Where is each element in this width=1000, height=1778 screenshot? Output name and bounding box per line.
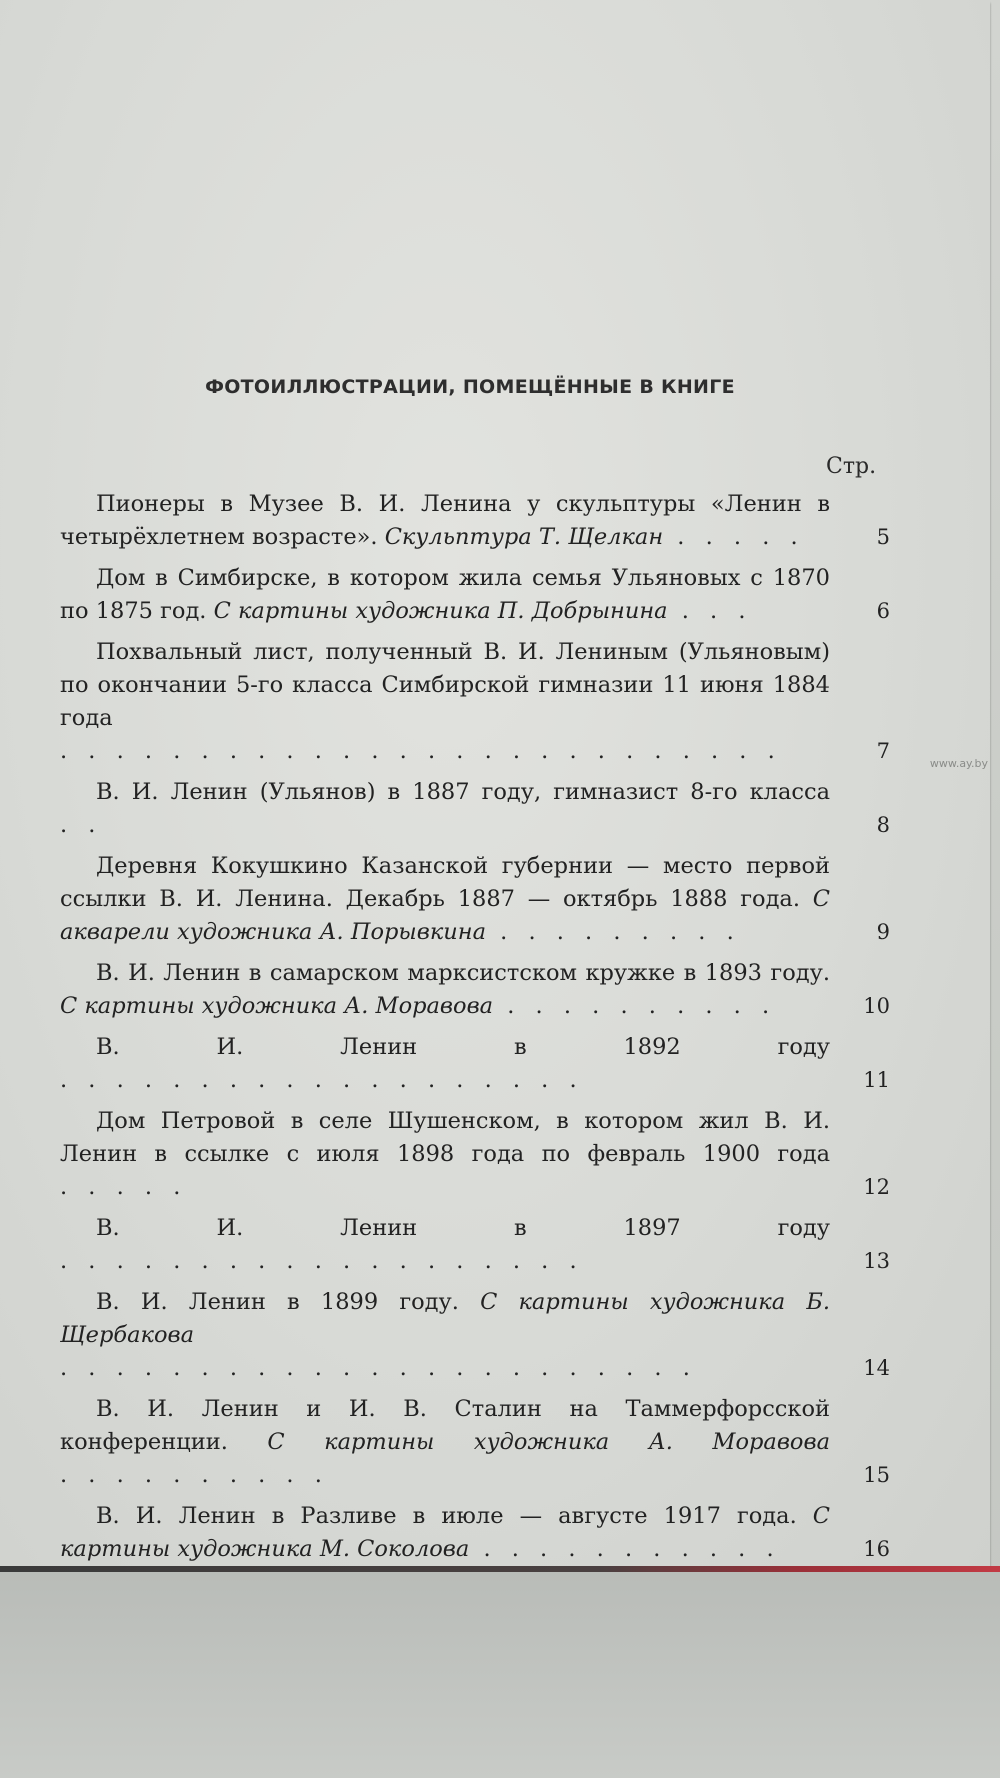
entry-description: Дом Петровой в селе Шушенском, в котором жил В. И. Ленин в ссылке с июля 1898 года по февраль 1900 года bbox=[60, 1108, 830, 1167]
entry-credit: С картины художника М. Соколова bbox=[60, 1503, 830, 1562]
list-item bbox=[60, 1500, 890, 1566]
list-item bbox=[60, 957, 890, 1023]
entry-description: Дом в Симбирске, в котором жила семья Ульяновых с 1870 по 1875 год. bbox=[60, 565, 830, 624]
table-surface bbox=[0, 1572, 1000, 1778]
entry-page-number: 9 bbox=[876, 920, 890, 944]
dot-leader: . . . . . . . . . . . . . . . . . . . . . . . . . . bbox=[60, 738, 782, 764]
dot-leader: . . . . . . . . . . . . . . . . . . . . . . . bbox=[60, 1355, 697, 1381]
entry-page-number: 6 bbox=[876, 599, 890, 623]
dot-leader: . . . . . . . . . bbox=[485, 919, 741, 945]
list-item bbox=[60, 1393, 890, 1492]
entry-page-number: 7 bbox=[876, 739, 890, 763]
entry-description: В. И. Ленин в 1892 году bbox=[96, 1034, 830, 1060]
entry-description: В. И. Ленин (Ульянов) в 1887 году, гимназист 8-го класса bbox=[96, 779, 830, 805]
dot-leader: . . . . . bbox=[60, 1174, 188, 1200]
entry-page-number: 15 bbox=[863, 1463, 890, 1487]
entry-description: В. И. Ленин в 1897 году bbox=[96, 1215, 830, 1241]
dot-leader: . . . . . . . . . . bbox=[60, 1462, 329, 1488]
entry-page-number: 13 bbox=[863, 1249, 890, 1273]
dot-leader: . . . . . . . . . . bbox=[493, 993, 777, 1019]
page-title: ФОТОИЛЛЮСТРАЦИИ, ПОМЕЩЁННЫЕ В КНИГЕ bbox=[205, 376, 735, 398]
list-item bbox=[60, 776, 890, 842]
entry-credit: С акварели художника А. Порывкина bbox=[60, 886, 830, 945]
entry-page-number: 16 bbox=[863, 1537, 890, 1561]
entry-description: Пионеры в Музее В. И. Ленина у скульптуры «Ленин в четырёхлетнем возрасте». bbox=[60, 491, 830, 550]
list-item bbox=[60, 1286, 890, 1385]
list-item bbox=[60, 636, 890, 768]
dot-leader: . . . . . . . . . . . . . . . . . . . bbox=[60, 1067, 584, 1093]
entry-credit: С картины художника А. Моравова bbox=[60, 993, 494, 1019]
dot-leader: . . . . . bbox=[663, 524, 805, 550]
illustration-list bbox=[60, 488, 890, 1574]
list-item bbox=[60, 488, 890, 554]
entry-description: В. И. Ленин в самарском марксистском кружке в 1893 году. bbox=[96, 960, 830, 986]
dot-leader: . . . . . . . . . . . bbox=[469, 1536, 781, 1562]
entry-description: Похвальный лист, полученный В. И. Лениным (Ульяновым) по окончании 5-го класса Симбирской гимназии 11 июня 1884 года bbox=[60, 639, 830, 731]
entry-credit: Скульптура Т. Щелкан bbox=[384, 524, 664, 550]
entry-page-number: 10 bbox=[863, 994, 890, 1018]
dot-leader: . . bbox=[60, 812, 103, 838]
entry-page-number: 5 bbox=[876, 525, 890, 549]
entry-page-number: 14 bbox=[863, 1356, 890, 1380]
entry-description: В. И. Ленин и И. В. Сталин на Таммерфорсской конференции. bbox=[60, 1396, 830, 1455]
page-column-label: Стр. bbox=[826, 454, 877, 479]
entry-credit: С картины художника А. Моравова bbox=[267, 1429, 830, 1455]
list-item bbox=[60, 562, 890, 628]
list-item bbox=[60, 850, 890, 949]
entry-credit: С картины художника П. Добрынина bbox=[213, 598, 668, 624]
entry-description: В. И. Ленин в Разливе в июле — августе 1917 года. bbox=[96, 1503, 813, 1529]
list-item bbox=[60, 1031, 890, 1097]
list-item bbox=[60, 1212, 890, 1278]
list-item bbox=[60, 1105, 890, 1204]
entry-page-number: 12 bbox=[863, 1175, 890, 1199]
entry-description: Деревня Кокушкино Казанской губернии — место первой ссылки В. И. Ленина. Декабрь 1887 — октябрь 1888 года. bbox=[60, 853, 830, 912]
watermark: www.ay.by bbox=[929, 757, 988, 770]
entry-description: В. И. Ленин в 1899 году. bbox=[96, 1289, 481, 1315]
dot-leader: . . . . . . . . . . . . . . . . . . . bbox=[60, 1248, 584, 1274]
entry-page-number: 11 bbox=[863, 1068, 890, 1092]
entry-credit: С картины художника Б. Щербакова bbox=[60, 1289, 831, 1348]
entry-page-number: 8 bbox=[876, 813, 890, 837]
dot-leader: . . . bbox=[667, 598, 753, 624]
